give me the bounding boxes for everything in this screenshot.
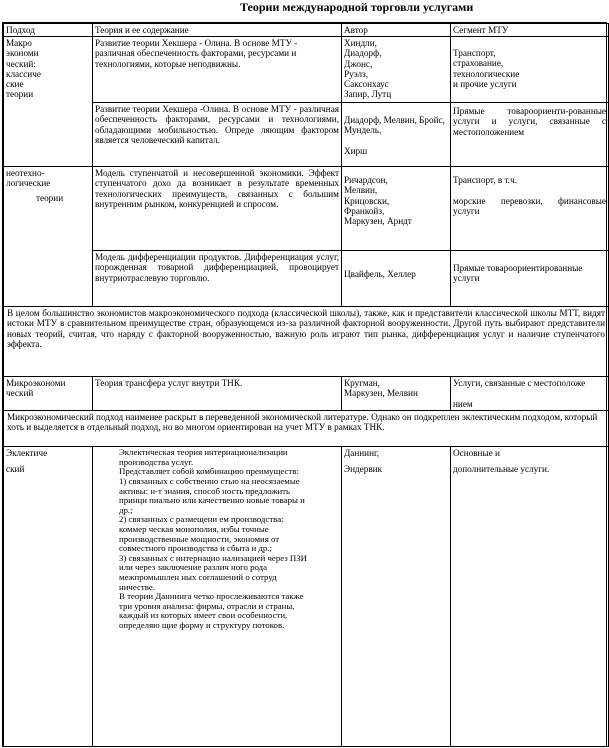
approach-cell: Макро экономи ческий: классиче ские теории — [4, 37, 93, 167]
theory-cell: Развитие теории Хекшера -Олина. В основе МТУ - различная обеспеченность факторами, ресурсами и технологиями, обладающими мобильностью. Опреде ляющим фактором является человеческий капитал. — [93, 103, 342, 167]
table-row — [4, 37, 609, 103]
author-cell: Диадорф, Мелвин, Бройс, Мундель, Хирш — [342, 103, 451, 167]
approach-label: неотехно- логические — [6, 168, 51, 189]
theory-cell: Модель ступенчатой и несовершенной экономики. Эффект ступенчатого дохо да возникает в результате временных технологических преимуществ, связанных с большим внутренним рынком, конкуренцией и спросом. — [93, 167, 342, 251]
header-theory: Теория и ее содержание — [93, 24, 342, 37]
author-cell: Хиндли, Диадорф, Джонс, Руэлз, Саксонхаус Запир, Лутц — [342, 37, 451, 103]
table-row — [4, 411, 609, 447]
approach-label: Эклектиче — [6, 448, 48, 459]
theories-table-container — [2, 22, 607, 747]
theories-table — [3, 23, 609, 747]
page-title: Теории международной торговли услугами — [240, 0, 474, 14]
table-row — [4, 447, 609, 747]
author-name: Даннинг, — [344, 448, 380, 459]
theory-cell: Развитие теории Хекшера - Олина. В основе МТУ - различная обеспеченность факторами, ресурсами и технологиями, которые неподвижны. — [93, 37, 342, 103]
approach-label: ский — [6, 464, 25, 475]
segment-cell: Транспорт, в т.ч. морские перевозки, финансовые услуги — [451, 167, 609, 251]
segment-cell: Прямые товароориентированные услуги — [451, 251, 609, 307]
segment-cell — [451, 447, 609, 747]
theory-cell: Теория трансфера услуг внутри ТНК. — [93, 377, 342, 411]
author-cell: Кругман, Маркузен, Мелвин — [342, 377, 451, 411]
approach-cell: Микроэкономи ческий — [4, 377, 93, 411]
segment-cell: Услуги, связанные с местоположе нием — [451, 377, 609, 411]
table-header-row — [4, 24, 609, 37]
table-row — [4, 377, 609, 411]
table-row — [4, 307, 609, 377]
segment-cell: Транспорт, страхование, технологические и прочие услуги — [451, 37, 609, 103]
table-row — [4, 103, 609, 167]
table-row — [4, 251, 609, 307]
header-approach: Подход — [4, 24, 93, 37]
header-segment: Сегмент МТУ — [451, 24, 609, 37]
author-cell: Цвайфель, Хеллер — [342, 251, 451, 307]
header-author: Автор — [342, 24, 451, 37]
summary-paragraph: В целом большинство экономистов макроэкономического подхода (классической школы), также, как и представители классической школы МТТ, видят истоки МТУ в сравнительном преимуществе стран, образующемся из-за различной факторной вооруженности. Другой путь выбирают представители новых теорий, считая, что наряду с факторной вооруженностью, важную роль играют тип рынка, дифференциация услуг и наличие ступенчатого эффекта. — [4, 307, 609, 377]
approach-cell — [4, 167, 93, 307]
theory-cell: Модель дифференциации продуктов. Дифференциация услуг, порожденная товарной дифференциацией, провоцирует внутриотраслевую торговлю. — [93, 251, 342, 307]
segment-cell: Прямые товароориенти-рованные услуги и услуги, связанные с местоположением — [451, 103, 609, 167]
author-name: Эндервик — [344, 464, 383, 475]
author-cell: Ричардсон, Мелвин, Крицовски, Франкойз, Маркузен, Арндт — [342, 167, 451, 251]
table-row — [4, 167, 609, 251]
segment-text: Основные и — [453, 448, 500, 459]
segment-text: дополнительные услуги. — [453, 464, 550, 475]
approach-label: теории — [36, 192, 64, 203]
approach-cell — [4, 447, 93, 747]
summary-paragraph: Микроэкономический подход наименее раскрыт в переведенной экономической литературе. Однако он подкреплен эклектическим подходом, который хоть и выделяется в отдельный подход, но во многом ориентирован на учет МТУ в рамках ТНК. — [4, 411, 609, 447]
author-cell — [342, 447, 451, 747]
theory-cell: Эклектическая теория интернационализации производства услуг. Представляет собой комбинацию преимуществ: 1) связанных с собственно стью на неосязаемые активы: н-т знания, способ ность предложить принци пиально или качественно новые товары и др.; 2) связанных с размещени ем производства: коммер ческая монополия, избы точные производственные мощности, экономия от совместного производства и сбыта и др.; 3) связанных с интернацио нализацией через ПЗИ или через заключение различ ного рода межпромышлен ных соглашений о сотруд ничестве. В теории Даннинга четко прослеживаются также три уровня анализа: фирмы, отрасли и страны, каждый из которых имеет свои особенности, определяю щие форму и структуру потоков. — [93, 447, 342, 747]
